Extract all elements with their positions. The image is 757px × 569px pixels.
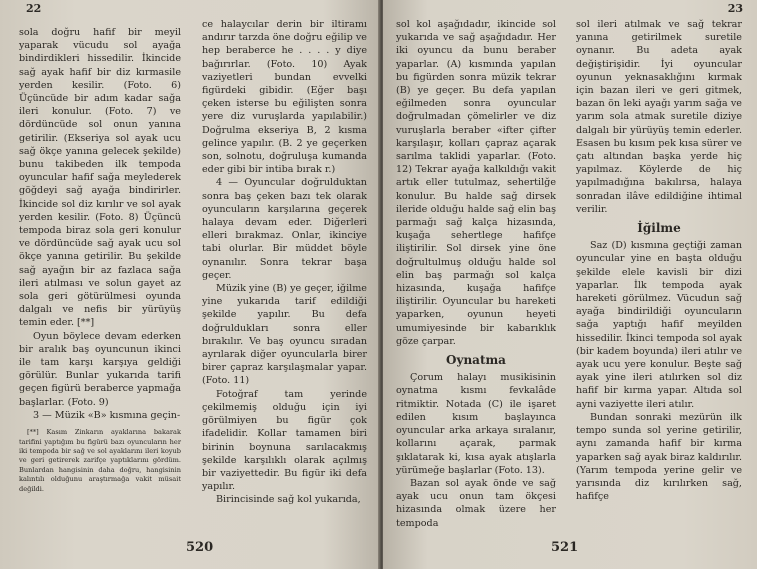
paragraph: sol kol aşağıdadır, ikincide sol yukarıda ve sağ aşağıdadır. Her iki oyuncu da bunu beraber yaparlar. (A) kısmında yapılan bu figürden sonra müzik tekrar (B) ye geçer. Bu defa yapılan eğilmeden sonra oyuncular doğrulmadan çömelirler ve diz vuruşlarla beraber «ifter çifter karşılaşır, kolları çapraz açarak sarılma taklidi yaparlar. (Foto. 12) Tekrar ayağa kalkıldığı vakit artık eller tutulmaz, sehertilğe konulur. Bu halde sağ dirsek ileride olduğu halde sağ elin baş parmağı sağ kalça hizasında, kuşağa sehertlege hafifçe iliştirilir. Sol dirsek yine öne doğrultulmuş olduğu halde sol elin baş parmağı sol kalça hizasında, kuşağa hafifçe iliştirilir. Oyuncular bu hareketi yaparken, oyunun heyeti umumiyesinde bir kabarıklık göze çarpar. [396, 19, 556, 347]
left-column-2 [202, 18, 367, 507]
paragraph: Bundan sonraki mezürün ilk tempo sunda sol yerine getirilir, aynı zamanda hafif bir kırma yaparken sağ ayak biraz kaldırılır. (Yarım tempoda yerine gelir ve yarısında diz kırılırken sağ, hafifçe [576, 411, 742, 503]
paragraph: 4 — Oyuncular doğrulduktan sonra baş çeken bazı tek olarak oyuncuların karşılarına geçerek halaya devam eder. Diğerleri elleri bırakmaz. Onlar, ikinciye tabi olurlar. Bir müddet böyle oynanılır. Sonra tekrar başa geçer. [202, 177, 367, 281]
paragraph: Saz (D) kısmına geçtiği zaman oyuncular yine en başta olduğu şekilde elele kavisli bir dizi yaparlar. İlk tempoda ayak hareketi görülmez. Vücudun sağ ayağa bindirildiği oyuncuların sağa yaptığı hafif meyilden hissedilir. İkinci tempoda sol ayak (bir kadem boyunda) ileri atılır ve ayak ucu yere konulur. Beşte sağ ayak yine ileri atılırken sol diz hafif bir kırma yapar. Altıda sol ayni vaziyette ileri atılır. [576, 240, 742, 410]
left-page-top-number: 22 [26, 2, 42, 15]
right-column-2 [576, 18, 742, 503]
paragraph: Fotoğraf tam yerinde çekilmemiş olduğu için iyi görülmiyen bu figür çok ifadelidir. Kollar tamamen biri birinin boynuna sarılacakmış şekilde karşılıklı olarak açılmış bir vaziyettedir. Bu figür iki defa yapılır. [202, 388, 367, 493]
paragraph: Birincisinde sağ kol yukarıda, [216, 494, 361, 506]
footnote-text: [**] Kasım Zinkarın ayaklarına bakarak tarifini yaptığım bu figürü bazı oyuncuların her iki tempoda bir sağ ve sol ayaklarını ileri koyub ve geri getirerek zarifçe yaptıklarını gördüm. Bunlardan hangisinin daha doğru, hangisinin kalıntılı olduğunu araştırmağa vakit müsait değildi. [19, 428, 181, 493]
left-column-1 [19, 26, 181, 494]
paragraph: ce halaycılar derin bir iltiramı andırır tarzda öne doğru eğilip ve hep beraberce he . . . . y diye bağırırlar. (Foto. 10) Ayak vaziyetleri bundan evvelki figürdeki gibidir. (Eğer başı çeken isterse bu eğilişten sonra yere diz vuruşlarda yapılabilir.) Doğrulma ekseriya B, 2 kısma gelince yapılır. (B. 2 ye geçerken son, solnotu, doğruluşa kumanda eder gibi bir intiba bırak r.) [202, 19, 367, 176]
right-page-top-number: 23 [727, 2, 743, 15]
paragraph: Çorum halayı musikisinin oynatma kısmı fevkalâde ritmiktir. Notada (C) ile işaret edilen kısım başlayınca oyuncular arka arkaya sıralanır, kollarını açarak, parmak şıklatarak ki, kısa ayak atışlarla yürümeğe başlarlar (Foto. 13). [396, 372, 556, 476]
right-page [383, 0, 757, 569]
paragraph: sola doğru hafif bir meyil yaparak vücudu sol ayağa bindirdikleri hissedilir. İkincide sağ ayak hafif bir diz kırmasile yerden kesilir. (Foto. 6) Üçüncüde bir adım kadar sağa ileri konulur. (Foto. 7) ve dördüncüde sol onun yanına getirilir. (Ekseriya sol ayak ucu sağ ökçe yanına gelecek şekilde) bunu takibeden ilk tempoda oyuncular hafif sağa meylederek göğdeyi sağ ayağa bindirirler. İkincide sol diz kırılır ve sol ayak yerden kesilir. (Foto. 8) Üçüncü tempoda biraz sola geri konulur ve dördüncüde sağ ayak ucu sol ökçe yanına getirilir. Bu şekilde sağ ayağın bir az fazlaca sağa ileri atılması ve solun gayet az sola geri götürülmesi oyunda dalgalı ve nefis bir yürüyüş temin eder. [**] [19, 27, 181, 329]
paragraph: Müzik yine (B) ye geçer, iğilme yine yukarıda tarif edildiği şekilde yapılır. Bu defa doğruldukları sonra eller bırakılır. Ve baş oyuncu sıradan ayrılarak diğer oyuncularla birer birer çapraz karşılaşmalar yapar. (Foto. 11) [202, 283, 367, 387]
paragraph: Bazan sol ayak önde ve sağ ayak ucu onun tam ökçesi hizasında olmak üzere her tempoda [396, 477, 556, 529]
section-heading: Oynatma [446, 353, 506, 368]
right-column-1 [396, 18, 556, 530]
paragraph: 3 — Müzik «B» kısmına geçin- [33, 409, 181, 421]
footnote [19, 428, 181, 494]
left-page-bottom-number: 520 [186, 540, 214, 555]
section-heading: İğilme [637, 221, 681, 236]
paragraph: Oyun böylece devam ederken bir aralık baş oyuncunun ikinci ile tam karşı karşıya geldiği görülür. Bunlar yukarıda tarifi geçen figürü beraberce yapmağa başlarlar. (Foto. 9) [19, 330, 181, 408]
right-page-bottom-number: 521 [551, 540, 579, 555]
paragraph: sol ileri atılmak ve sağ tekrar yanına getirilmek suretile oynanır. Bu adeta ayak değiştirişidir. İyi oyuncular oyunun yeknasaklığını kırmak için bazan ileri ve geri gitmek, bazan ön leki ayağı yarım sağa ve yarım sola atmak suretile diziye dalgalı bir yürüyüş temin ederler. Esasen bu kısım pek kısa sürer ve çatı altından başka yerde hiç yapılmaz. Köylerde de hiç yapılmadığına bakılırsa, halaya sonradan ilâve edildiğine ihtimal verilir. [576, 19, 742, 215]
